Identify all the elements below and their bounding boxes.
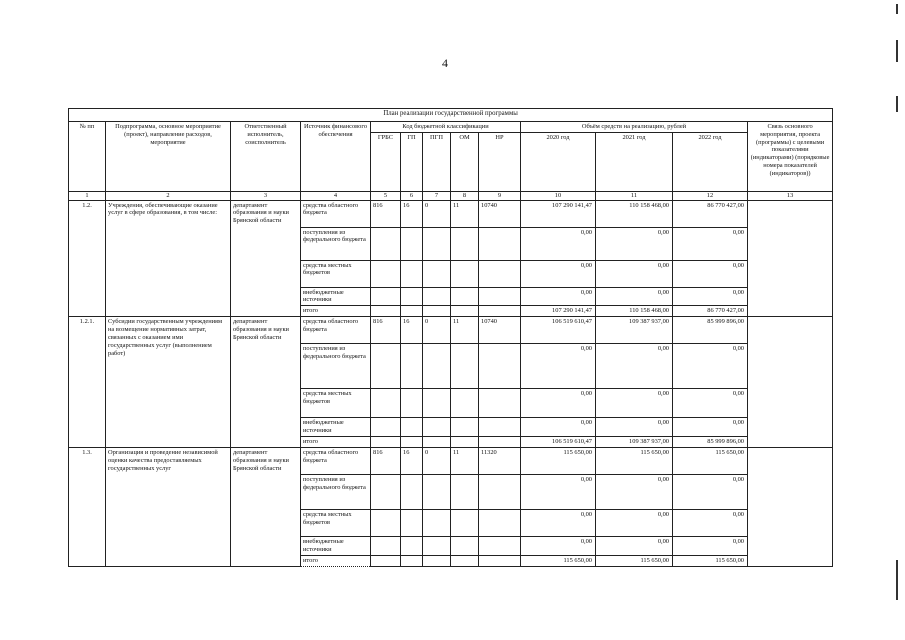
amount-2021: 115 650,00 [596, 556, 673, 567]
code-gp: 16 [401, 317, 423, 344]
header-name: Подпрограмма, основное мероприятие (проект), направление расходов, мероприятие [106, 122, 231, 192]
header-om: ОМ [451, 132, 479, 191]
code-om: 11 [451, 317, 479, 344]
amount-2021: 0,00 [596, 475, 673, 510]
amount-2020: 115 650,00 [521, 448, 596, 475]
header-grbs: ГРБС [371, 132, 401, 191]
code-empty [401, 537, 423, 556]
indicator-link [748, 200, 833, 317]
source-label: поступления из федерального бюджета [301, 227, 371, 260]
code-empty [451, 556, 479, 567]
code-empty [451, 306, 479, 317]
code-empty [401, 556, 423, 567]
amount-2021: 0,00 [596, 537, 673, 556]
code-empty [451, 344, 479, 389]
code-empty [371, 418, 401, 437]
amount-2022: 0,00 [673, 227, 748, 260]
header-gp: ГП [401, 132, 423, 191]
source-label: средства областного бюджета [301, 317, 371, 344]
column-number: 11 [596, 191, 673, 200]
code-empty [401, 287, 423, 306]
amount-2022: 0,00 [673, 287, 748, 306]
code-grbs: 816 [371, 448, 401, 475]
code-empty [371, 344, 401, 389]
code-empty [423, 260, 451, 287]
code-empty [479, 344, 521, 389]
header-year-2021: 2021 год [596, 132, 673, 191]
amount-2021: 0,00 [596, 510, 673, 537]
code-empty [423, 475, 451, 510]
code-grbs: 816 [371, 200, 401, 227]
code-empty [401, 437, 423, 448]
source-label: средства местных бюджетов [301, 260, 371, 287]
code-empty [423, 287, 451, 306]
row-responsible: департамент образования и науки Брянской области [231, 317, 301, 448]
column-number: 7 [423, 191, 451, 200]
column-number: 1 [69, 191, 106, 200]
code-om: 11 [451, 448, 479, 475]
code-gp: 16 [401, 448, 423, 475]
code-nr: 10740 [479, 200, 521, 227]
header-funds: Объём средств на реализацию, рублей [521, 122, 748, 133]
code-empty [451, 475, 479, 510]
code-empty [401, 389, 423, 418]
header-no: № пп [69, 122, 106, 192]
code-empty [423, 510, 451, 537]
amount-2020: 107 290 141,47 [521, 306, 596, 317]
code-empty [401, 418, 423, 437]
amount-2020: 0,00 [521, 227, 596, 260]
source-label: поступления из федерального бюджета [301, 475, 371, 510]
row-name: Субсидии государственным учреждениям на возмещение нормативных затрат, связанных с оказанием ими государственных услуг (выполнением работ) [106, 317, 231, 448]
amount-2020: 0,00 [521, 510, 596, 537]
code-empty [479, 227, 521, 260]
amount-2022: 0,00 [673, 344, 748, 389]
code-om: 11 [451, 200, 479, 227]
row-name: Организация и проведение независимой оценки качества предоставляемых государственных услуг [106, 448, 231, 567]
amount-2022: 85 999 896,00 [673, 437, 748, 448]
code-empty [451, 537, 479, 556]
column-number: 5 [371, 191, 401, 200]
amount-2022: 0,00 [673, 475, 748, 510]
header-source: Источник финансового обеспечения [301, 122, 371, 192]
code-empty [479, 418, 521, 437]
amount-2021: 110 158 468,00 [596, 200, 673, 227]
code-nr: 10740 [479, 317, 521, 344]
header-budget-code: Код бюджетной классификации [371, 122, 521, 133]
row-name: Учреждения, обеспечивающие оказание услуг в сфере образования, в том числе: [106, 200, 231, 317]
amount-2021: 0,00 [596, 287, 673, 306]
code-empty [479, 260, 521, 287]
code-empty [451, 227, 479, 260]
amount-2020: 0,00 [521, 389, 596, 418]
amount-2021: 109 387 937,00 [596, 437, 673, 448]
code-pgp: 0 [423, 317, 451, 344]
code-empty [371, 287, 401, 306]
code-empty [451, 510, 479, 537]
amount-2020: 0,00 [521, 260, 596, 287]
amount-2022: 85 999 896,00 [673, 317, 748, 344]
amount-2021: 0,00 [596, 389, 673, 418]
table-title: План реализации государственной программы [69, 109, 833, 122]
amount-2021: 109 387 937,00 [596, 317, 673, 344]
code-empty [401, 227, 423, 260]
code-empty [423, 437, 451, 448]
row-number: 1.2. [69, 200, 106, 317]
amount-2022: 0,00 [673, 510, 748, 537]
code-empty [423, 306, 451, 317]
table-row [69, 317, 833, 344]
header-link: Связь основного мероприятия, проекта (программы) с целевыми показателями (индикаторами) (порядковые номера показателей (индикаторов)) [748, 122, 833, 192]
amount-2021: 0,00 [596, 344, 673, 389]
column-number: 12 [673, 191, 748, 200]
amount-2020: 106 519 610,47 [521, 437, 596, 448]
table-row [69, 448, 833, 475]
amount-2021: 0,00 [596, 227, 673, 260]
code-empty [401, 306, 423, 317]
row-number: 1.3. [69, 448, 106, 567]
source-label: внебюджетные источники [301, 287, 371, 306]
code-empty [401, 260, 423, 287]
code-empty [401, 344, 423, 389]
code-empty [451, 418, 479, 437]
code-empty [371, 510, 401, 537]
column-number: 10 [521, 191, 596, 200]
column-number: 13 [748, 191, 833, 200]
header-year-2022: 2022 год [673, 132, 748, 191]
source-label: итого [301, 556, 371, 567]
source-label: внебюджетные источники [301, 537, 371, 556]
header-nr: НР [479, 132, 521, 191]
source-label: средства областного бюджета [301, 448, 371, 475]
amount-2022: 0,00 [673, 418, 748, 437]
code-empty [423, 537, 451, 556]
code-empty [479, 389, 521, 418]
code-empty [371, 306, 401, 317]
amount-2020: 0,00 [521, 344, 596, 389]
code-empty [423, 418, 451, 437]
amount-2022: 0,00 [673, 537, 748, 556]
code-empty [423, 227, 451, 260]
header-responsible: Ответственный исполнитель, соисполнитель [231, 122, 301, 192]
code-empty [371, 389, 401, 418]
indicator-link [748, 448, 833, 567]
table-row [69, 200, 833, 227]
source-label: итого [301, 437, 371, 448]
code-empty [479, 537, 521, 556]
code-empty [479, 475, 521, 510]
code-empty [479, 556, 521, 567]
column-number-row [69, 191, 833, 200]
amount-2022: 0,00 [673, 389, 748, 418]
source-label: средства областного бюджета [301, 200, 371, 227]
header-pgp: ПГП [423, 132, 451, 191]
code-empty [423, 389, 451, 418]
row-responsible: департамент образования и науки Брянской области [231, 200, 301, 317]
amount-2020: 0,00 [521, 418, 596, 437]
column-number: 8 [451, 191, 479, 200]
code-gp: 16 [401, 200, 423, 227]
amount-2020: 115 650,00 [521, 556, 596, 567]
scan-edge-mark [896, 4, 898, 14]
amount-2020: 0,00 [521, 287, 596, 306]
source-label: итого [301, 306, 371, 317]
code-pgp: 0 [423, 200, 451, 227]
amount-2021: 0,00 [596, 260, 673, 287]
amount-2020: 107 290 141,47 [521, 200, 596, 227]
code-empty [371, 475, 401, 510]
row-number: 1.2.1. [69, 317, 106, 448]
scan-edge-mark [896, 560, 898, 600]
code-empty [479, 510, 521, 537]
code-empty [371, 537, 401, 556]
column-number: 9 [479, 191, 521, 200]
column-number: 2 [106, 191, 231, 200]
scan-edge-mark [896, 40, 898, 62]
code-empty [371, 227, 401, 260]
code-empty [451, 287, 479, 306]
source-label: средства местных бюджетов [301, 389, 371, 418]
code-empty [371, 260, 401, 287]
amount-2021: 110 158 468,00 [596, 306, 673, 317]
source-label: внебюджетные источники [301, 418, 371, 437]
code-empty [479, 306, 521, 317]
code-empty [371, 556, 401, 567]
source-label: поступления из федерального бюджета [301, 344, 371, 389]
column-number: 4 [301, 191, 371, 200]
amount-2022: 115 650,00 [673, 448, 748, 475]
indicator-link [748, 317, 833, 448]
code-empty [479, 287, 521, 306]
code-empty [451, 437, 479, 448]
row-responsible: департамент образования и науки Брянской области [231, 448, 301, 567]
program-plan-table [68, 108, 833, 567]
column-number: 3 [231, 191, 301, 200]
amount-2022: 0,00 [673, 260, 748, 287]
page-number: 4 [442, 56, 448, 70]
code-empty [451, 260, 479, 287]
column-number: 6 [401, 191, 423, 200]
amount-2022: 86 770 427,00 [673, 200, 748, 227]
amount-2020: 0,00 [521, 475, 596, 510]
code-empty [423, 556, 451, 567]
amount-2022: 86 770 427,00 [673, 306, 748, 317]
header-year-2020: 2020 год [521, 132, 596, 191]
code-empty [401, 510, 423, 537]
code-empty [479, 437, 521, 448]
source-label: средства местных бюджетов [301, 510, 371, 537]
code-empty [401, 475, 423, 510]
scan-edge-mark [896, 96, 898, 112]
amount-2020: 0,00 [521, 537, 596, 556]
amount-2021: 0,00 [596, 418, 673, 437]
code-empty [423, 344, 451, 389]
amount-2021: 115 650,00 [596, 448, 673, 475]
code-pgp: 0 [423, 448, 451, 475]
code-grbs: 816 [371, 317, 401, 344]
code-nr: 11320 [479, 448, 521, 475]
amount-2022: 115 650,00 [673, 556, 748, 567]
code-empty [451, 389, 479, 418]
amount-2020: 106 519 610,47 [521, 317, 596, 344]
code-empty [371, 437, 401, 448]
